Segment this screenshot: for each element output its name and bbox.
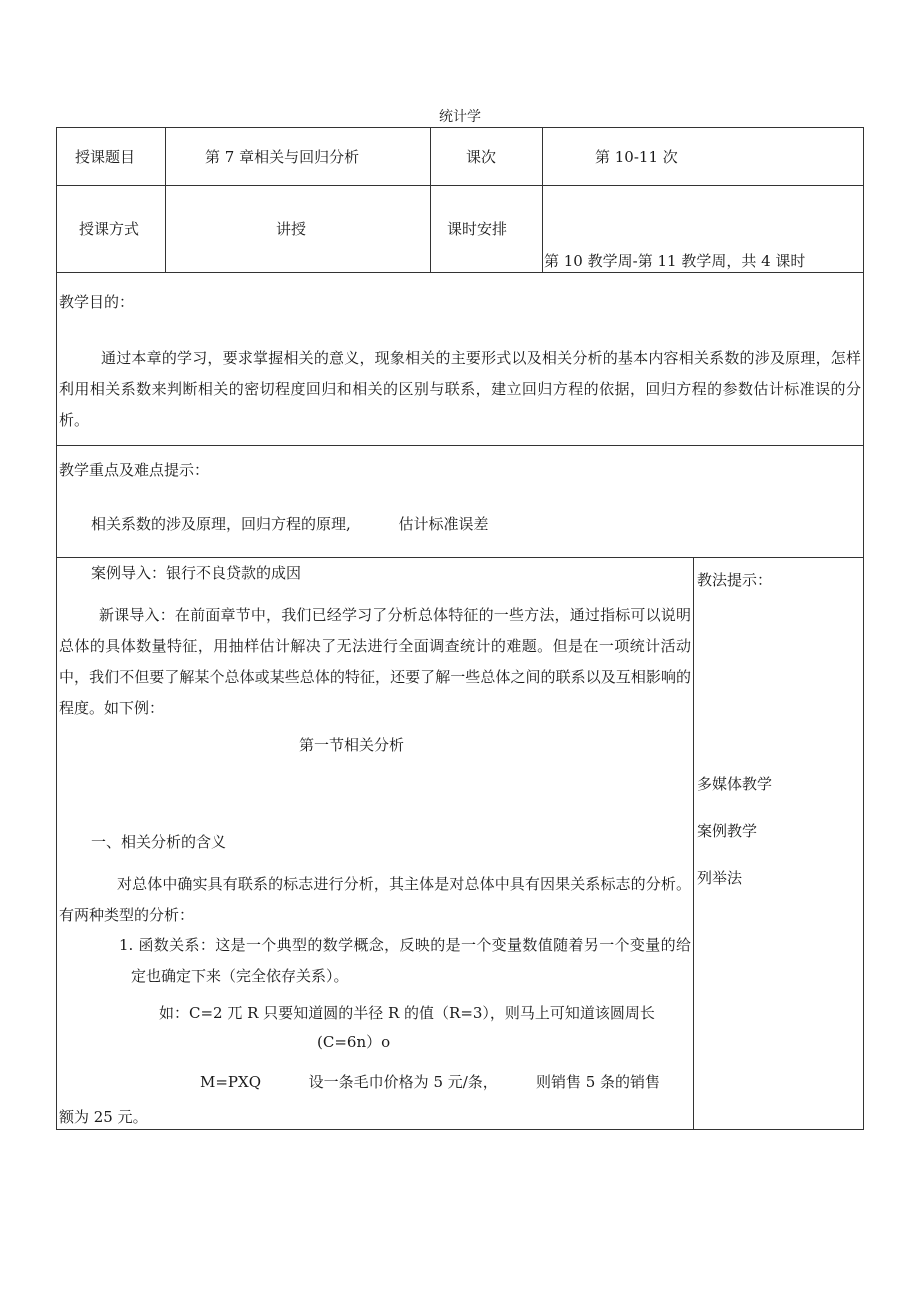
example-1-line-1: 如：C=2 兀 R 只要知道圆的半径 R 的值（R=3），则马上可知道该圆周长 [159,1004,655,1022]
label-schedule: 课时安排 [447,220,508,238]
keypoints-heading: 教学重点及难点提示： [59,461,210,479]
row-divider [57,272,863,273]
session-value: 第 10-11 次 [595,148,678,166]
case-intro: 案例导入：银行不良贷款的成因 [91,564,302,582]
schedule-value: 第 10 教学周-第 11 教学周，共 4 课时 [544,252,806,270]
paragraph-1: 对总体中确实具有联系的标志进行分析，其主体是对总体中具有因果关系标志的分析。有两种类型的分析： [59,875,691,924]
col-divider [165,128,166,272]
col-divider [430,128,431,272]
list-item-1: 1. 函数关系：这是一个典型的数学概念，反映的是一个变量数值随着另一个变量的给定也确定下来（完全依存关系）。 [119,936,691,985]
side-heading: 教法提示： [697,571,773,589]
new-lesson-paragraph: 新课导入：在前面章节中，我们已经学习了分析总体特征的一些方法，通过指标可以说明总体的具体数量特征，用抽样估计解决了无法进行全面调查统计的难题。但是在一项统计活动中，我们不但要了解某个总体或某些总体的特征，还要了解一些总体之间的联系以及互相影响的程度。如下例： [59,606,691,717]
side-item-case: 案例教学 [697,822,758,840]
keypoints-body: 相关系数的涉及原理，回归方程的原理, 估计标准误差 [91,515,489,533]
label-method: 授课方式 [79,220,140,238]
method-value: 讲授 [276,220,307,238]
lesson-plan-table [56,127,864,1130]
row-divider [57,185,863,186]
section-title: 第一节相关分析 [299,736,405,754]
document-title: 统计学 [439,109,481,125]
topic-value: 第 7 章相关与回归分析 [205,148,360,166]
example-2-line-1: M=PXQ 设一条毛巾价格为 5 元/条， 则销售 5 条的销售 [200,1073,661,1091]
objectives-body: 通过本章的学习，要求掌握相关的意义，现象相关的主要形式以及相关分析的基本内容相关系数的涉及原理，怎样利用相关系数来判断相关的密切程度回归和相关的区别与联系，建立回归方程的依据，回归方程的参数估计标准误的分析。 [59,349,861,429]
label-topic: 授课题目 [75,148,136,166]
side-item-examples: 列举法 [697,869,743,887]
row-divider [57,557,863,558]
col-divider [542,128,543,272]
side-item-multimedia: 多媒体教学 [697,775,773,793]
sub-heading: 一、相关分析的含义 [91,833,227,851]
example-2-line-2: 额为 25 元。 [59,1108,148,1126]
label-session: 课次 [466,148,497,166]
col-divider [693,557,694,1129]
example-1-line-2: (C=6n）o [317,1033,391,1051]
objectives-heading: 教学目的： [59,293,135,311]
row-divider [57,445,863,446]
